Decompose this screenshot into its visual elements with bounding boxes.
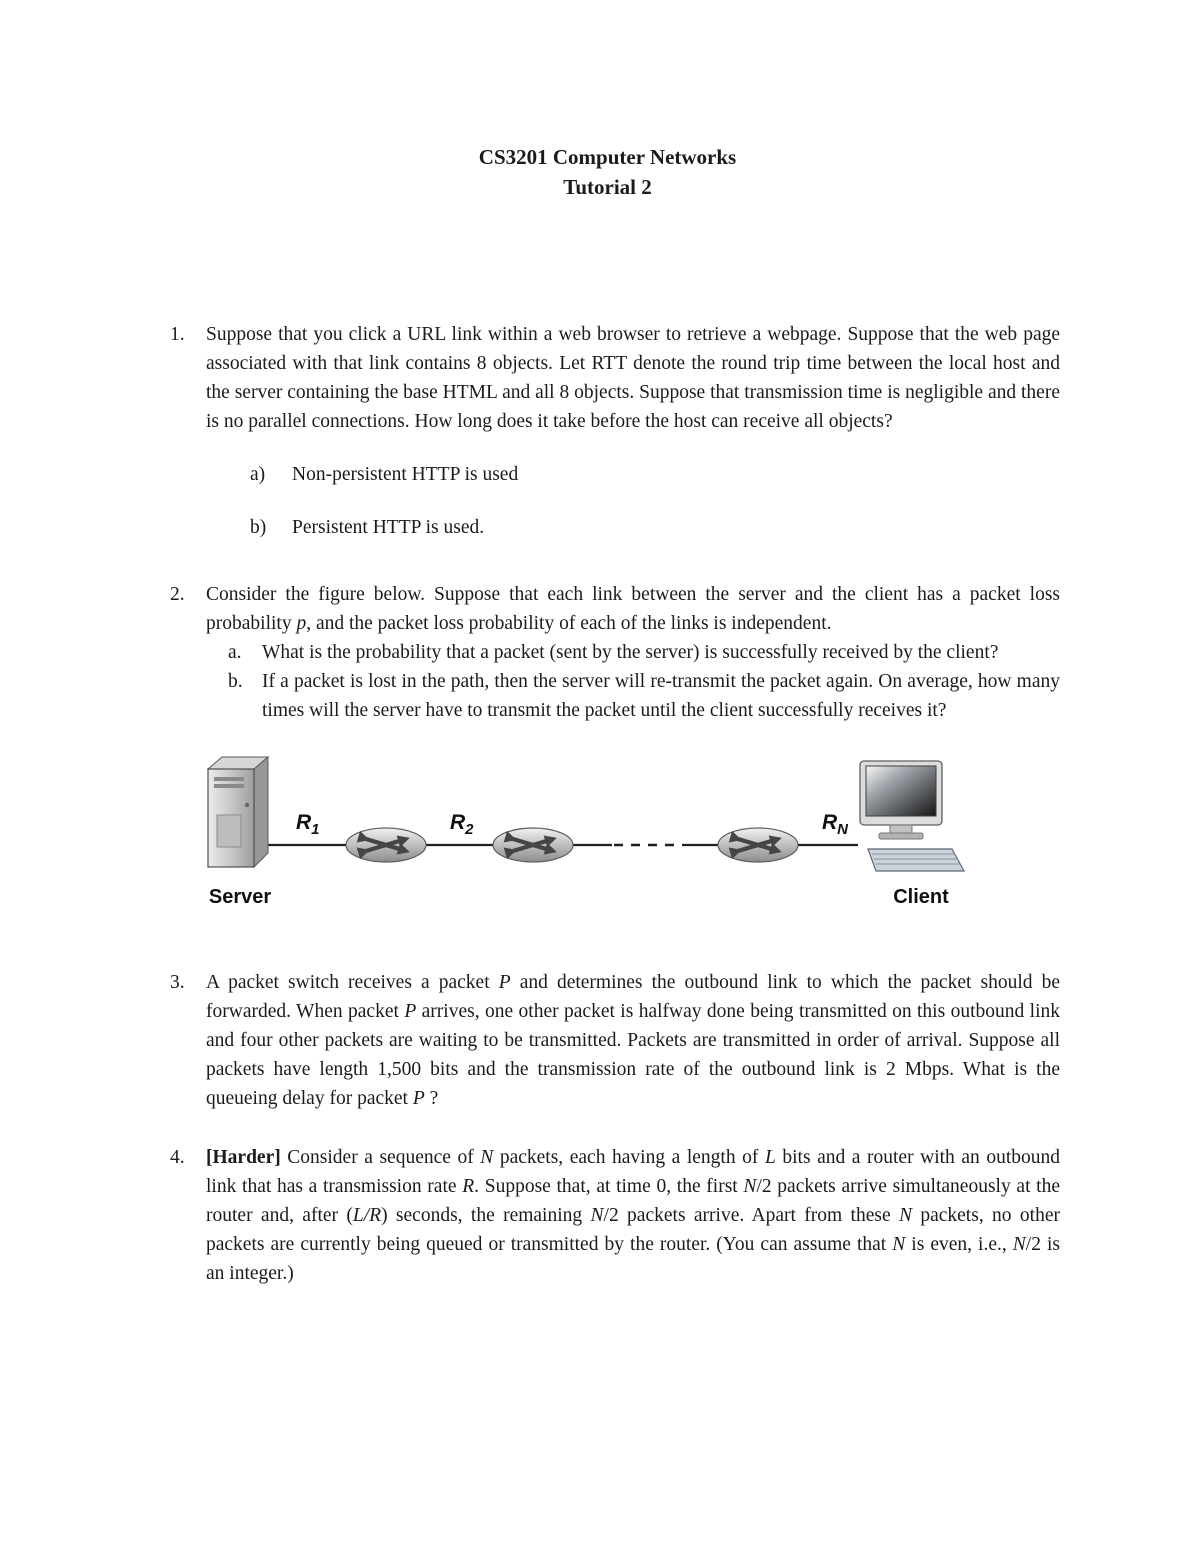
question-2 <box>170 580 1060 725</box>
keyboard-icon <box>868 849 964 871</box>
question-2a <box>228 638 1060 667</box>
question-4-text: [Harder] Consider a sequence of N packets, each having a length of L bits and a router with an outbound link that has a transmission rate R. Suppose that, at time 0, the first N/2 packets arrive simultaneously at the router and, after (L/R) seconds, the remaining N/2 packets arrive. Apart from these N packets, no other packets are currently being queued or transmitted by the router. (You can assume that N is even, i.e., N/2 is an integer.) <box>206 1147 1061 1284</box>
question-2-number: 2. <box>170 584 185 605</box>
question-1-number: 1. <box>170 324 185 345</box>
router-label-r1: $R_1$ <box>296 811 320 838</box>
question-1-text: Suppose that you click a URL link within a web browser to retrieve a webpage. Suppose that the web page associated with that link contains 8 objects. Let RTT denote the round trip time between the local host and the server containing the base HTML and all 8 objects. Suppose that transmission time is negligible and there is no parallel connections. How long does it take before the host can receive all objects? <box>206 324 1060 432</box>
router-label-rn: $R_N$ <box>822 811 849 838</box>
question-4-body <box>206 1143 1060 1288</box>
question-3-number: 3. <box>170 972 185 993</box>
question-3-body <box>206 968 1060 1113</box>
server-icon <box>208 757 268 867</box>
question-1b-label: b) <box>250 517 267 538</box>
question-1b-text: Persistent HTTP is used. <box>292 517 485 538</box>
server-label: Server <box>208 886 272 908</box>
question-4 <box>170 1143 1060 1288</box>
question-3 <box>170 968 1060 1113</box>
question-3-text: A packet switch receives a packet P and determines the outbound link to which the packet should be forwarded. When packet P arrives, one other packet is halfway done being transmitted on this outbound link and four other packets are waiting to be transmitted. Packets are transmitted in order of arrival. Suppose all packets have length 1,500 bits and the transmission rate of the outbound link is 2 Mbps. What is the queueing delay for packet P ? <box>206 972 1060 1109</box>
network-figure <box>188 753 1060 928</box>
question-4-number: 4. <box>170 1147 185 1168</box>
question-2b-text: If a packet is lost in the path, then the server will re-transmit the packet again. On average, how many times will the server have to transmit the packet until the client successfully receives it? <box>262 671 1060 721</box>
question-1a <box>250 460 1060 489</box>
document-title <box>155 142 1060 202</box>
question-1b <box>250 513 1060 542</box>
question-1a-text: Non-persistent HTTP is used <box>292 464 519 485</box>
question-1a-label: a) <box>250 464 266 485</box>
question-2b <box>228 667 1060 725</box>
client-icon <box>860 761 964 871</box>
question-2a-label: a. <box>228 642 242 663</box>
router-label-r2: $R_2$ <box>450 811 474 838</box>
question-1 <box>170 320 1060 542</box>
router-1-icon <box>346 828 426 862</box>
client-label: Client <box>893 886 949 908</box>
course-title: CS3201 Computer Networks <box>478 145 737 169</box>
question-1-body <box>206 320 1060 542</box>
router-2-icon <box>493 828 573 862</box>
network-figure-svg <box>188 753 968 928</box>
tutorial-subtitle: Tutorial 2 <box>563 175 652 199</box>
question-2a-text: What is the probability that a packet (sent by the server) is successfully received by the client? <box>262 642 999 663</box>
question-2-body <box>206 580 1060 725</box>
router-n-icon <box>718 828 798 862</box>
question-2-text: Consider the figure below. Suppose that each link between the server and the client has a packet loss probability p, and the packet loss probability of each of the links is independent. <box>206 584 1060 634</box>
question-2b-label: b. <box>228 671 243 692</box>
